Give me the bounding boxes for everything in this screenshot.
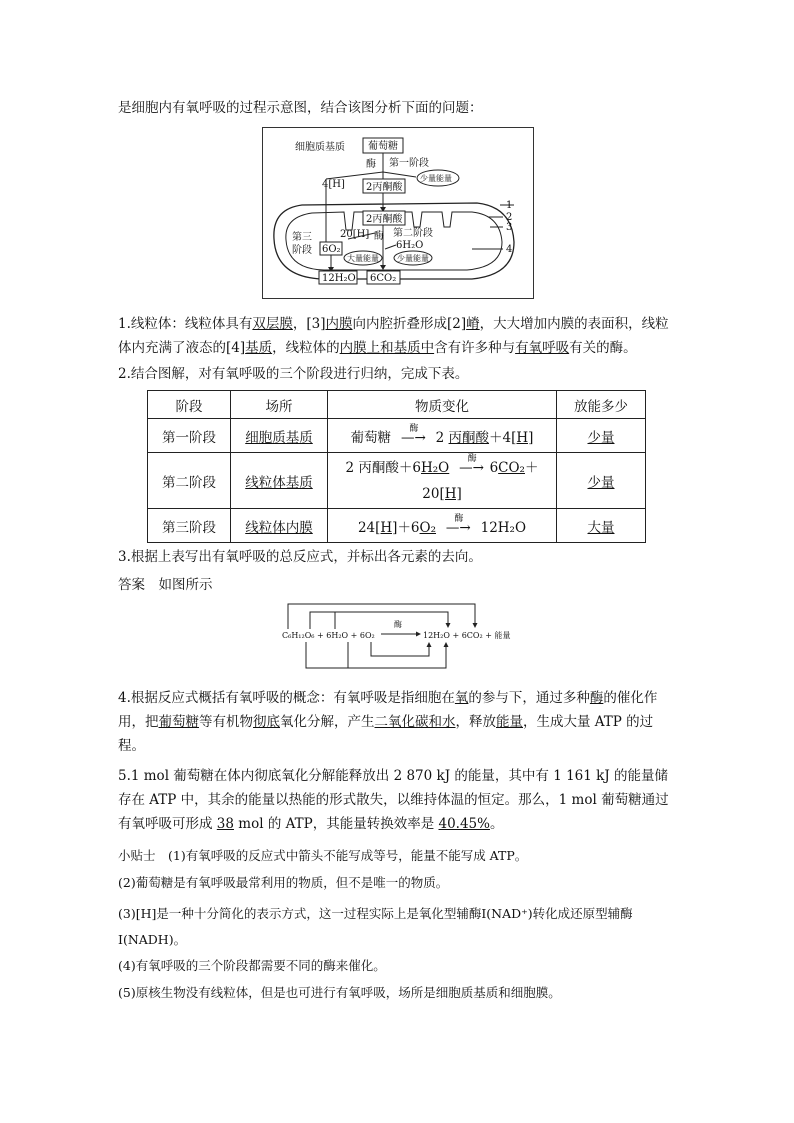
- equation-diagram: [278, 600, 518, 672]
- stage2-label: 第二阶段: [393, 228, 433, 239]
- water-out-box: 12H₂O: [322, 273, 356, 284]
- h4-label: 4[H]: [322, 179, 345, 190]
- co2-box: 6CO₂: [370, 273, 397, 284]
- svg-text:酶: 酶: [366, 159, 376, 170]
- water-in: 6H₂O: [396, 240, 424, 251]
- svg-text:4: 4: [506, 244, 513, 255]
- question-4: 4.根据反应式概括有氧呼吸的概念：有氧呼吸是指细胞在氧的参与下，通过多种酶的催化作用，把葡萄糖等有机物彻底氧化分解，产生二氧化碳和水，释放能量，生成大量 ATP 的过程。: [118, 690, 658, 754]
- cytoplasm-label: 细胞质基质: [295, 142, 345, 153]
- big-energy: 大量能量: [347, 254, 379, 263]
- tip-item: 小贴士 (1)有氧呼吸的反应式中箭头不能写成等号，能量不能写成 ATP。: [118, 848, 528, 863]
- table-row: 第三阶段 线粒体内膜 24[H]＋6O₂ — 酶 → 12H₂O 大量: [148, 509, 646, 543]
- question-5: 5.1 mol 葡萄糖在体内彻底氧化分解能释放出 2 870 kJ 的能量，其中有 1 161 kJ 的能量储存在 ATP 中，其余的能量以热能的形式散失，以维持体温的恒定。那么，1 mol 葡萄糖通过有氧呼吸可形成 38 mol 的 ATP，其能量转换效率是 40.45%。: [118, 768, 669, 832]
- equation-left: C₆H₁₂O₆ + 6H₂O + 6O₂: [282, 631, 375, 640]
- stage1-label: 第一阶段: [389, 158, 429, 169]
- question-1: 1.线粒体：线粒体具有双层膜，[3]内膜向内腔折叠形成[2]嵴，大大增加内膜的表面积，线粒体内充满了液态的[4]基质，线粒体的内膜上和基质中含有许多种与有氧呼吸有关的酶。: [118, 316, 669, 356]
- table-header: 放能多少: [557, 391, 646, 419]
- svg-text:3: 3: [506, 222, 513, 233]
- question-2: 2.结合图解，对有氧呼吸的三个阶段进行归纳，完成下表。: [118, 366, 469, 382]
- answer-label: 答案 如图所示: [118, 577, 213, 593]
- table-header: 物质变化: [328, 391, 557, 419]
- equation-right: 12H₂O + 6CO₂ + 能量: [423, 631, 511, 640]
- little-energy-2: 少量能量: [397, 254, 429, 263]
- equation-enzyme: 酶: [394, 620, 402, 629]
- h20-label: 20[H]: [340, 229, 370, 240]
- pyruvate-box-1: 2丙酮酸: [366, 182, 403, 193]
- table-row: 第一阶段 细胞质基质 葡萄糖 — 酶 → 2 丙酮酸＋4[H] 少量: [148, 419, 646, 453]
- stages-table: [147, 390, 646, 543]
- tip-item: (4)有氧呼吸的三个阶段都需要不同的酶来催化。: [118, 958, 386, 973]
- tip-item: (5)原核生物没有线粒体，但是也可进行有氧呼吸，场所是细胞质基质和细胞膜。: [118, 985, 561, 1000]
- o2-box: 6O₂: [322, 244, 341, 255]
- tip-item: (2)葡萄糖是有氧呼吸最常利用的物质，但不是唯一的物质。: [118, 875, 449, 890]
- svg-text:2: 2: [506, 212, 513, 223]
- svg-text:酶: 酶: [374, 231, 384, 242]
- stage3-label-a: 第三: [292, 232, 312, 243]
- intro-text: 是细胞内有氧呼吸的过程示意图，结合该图分析下面的问题：: [118, 100, 483, 116]
- question-3: 3.根据上表写出有氧呼吸的总反应式，并标出各元素的去向。: [118, 549, 482, 565]
- aerobic-respiration-diagram: [262, 127, 534, 299]
- stage3-label-b: 阶段: [292, 245, 312, 256]
- glucose-box: 葡萄糖: [368, 141, 398, 152]
- table-header: 场所: [231, 391, 328, 419]
- tip-item: (3)[H]是一种十分简化的表示方式，这一过程实际上是氧化型辅酶Ⅰ(NAD⁺)转化成还原型辅酶Ⅰ(NADH)。: [118, 906, 633, 947]
- pyruvate-box-2: 2丙酮酸: [366, 214, 403, 225]
- little-energy-1: 少量能量: [420, 174, 452, 183]
- svg-text:1: 1: [506, 200, 513, 211]
- table-header: 阶段: [148, 391, 231, 419]
- table-row: 第二阶段 线粒体基质 2 丙酮酸＋6H₂O — 酶 → 6CO₂＋ 20[H] 少量: [148, 453, 646, 509]
